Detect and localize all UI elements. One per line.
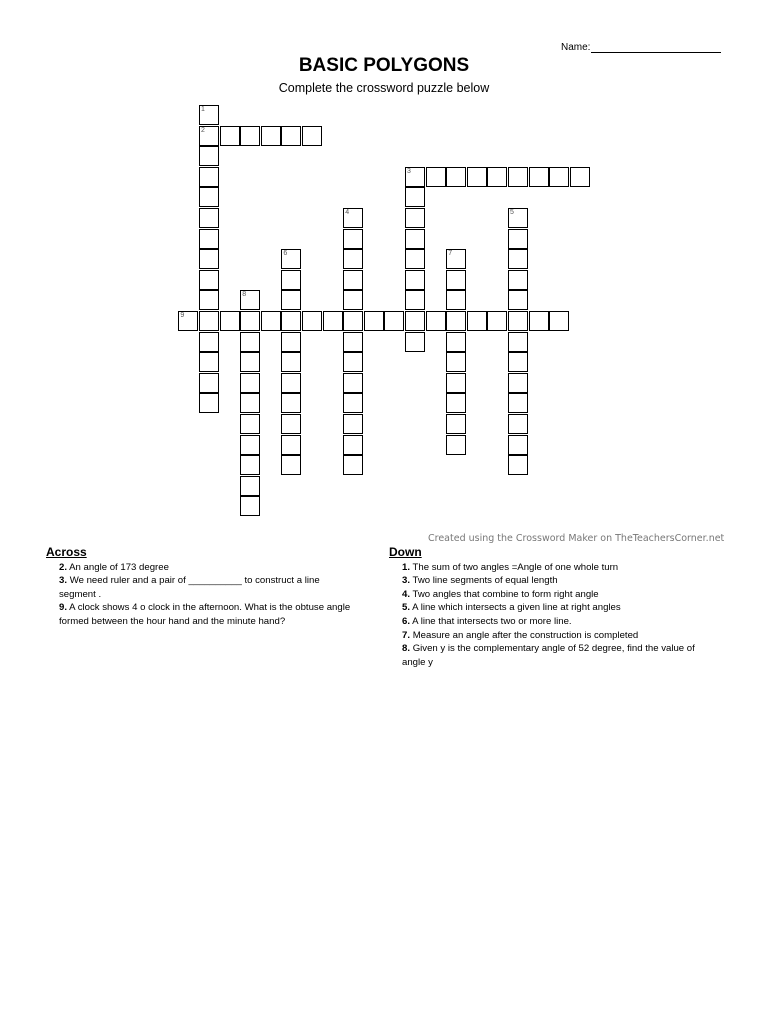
clue-down-1: 1. The sum of two angles =Angle of one whole turn bbox=[402, 561, 619, 573]
crossword-cell[interactable] bbox=[343, 290, 363, 310]
crossword-cell[interactable] bbox=[323, 311, 343, 331]
crossword-cell[interactable] bbox=[343, 208, 363, 228]
down-clues bbox=[389, 546, 719, 669]
crossword-cell[interactable] bbox=[240, 352, 260, 372]
crossword-cell[interactable] bbox=[343, 249, 363, 269]
crossword-cell[interactable] bbox=[343, 435, 363, 455]
crossword-cell[interactable] bbox=[384, 311, 404, 331]
crossword-cell[interactable] bbox=[508, 373, 528, 393]
crossword-cell[interactable] bbox=[199, 105, 219, 125]
crossword-cell[interactable] bbox=[529, 167, 549, 187]
crossword-cell[interactable] bbox=[281, 373, 301, 393]
crossword-cell[interactable] bbox=[446, 414, 466, 434]
clue-down-5: 5. A line which intersects a given line at right angles bbox=[402, 602, 621, 614]
crossword-cell[interactable] bbox=[446, 435, 466, 455]
crossword-cell[interactable] bbox=[508, 290, 528, 310]
crossword-cell[interactable] bbox=[281, 126, 301, 146]
crossword-cell[interactable] bbox=[199, 290, 219, 310]
down-heading: Down bbox=[389, 545, 422, 559]
crossword-cell[interactable] bbox=[240, 476, 260, 496]
crossword-cell[interactable] bbox=[281, 290, 301, 310]
crossword-cell[interactable] bbox=[508, 229, 528, 249]
crossword-cell[interactable] bbox=[343, 270, 363, 290]
name-label: Name: bbox=[561, 42, 591, 53]
crossword-cell[interactable] bbox=[487, 167, 507, 187]
crossword-cell[interactable] bbox=[508, 455, 528, 475]
crossword-cell[interactable] bbox=[508, 435, 528, 455]
crossword-cell[interactable] bbox=[240, 393, 260, 413]
crossword-cell[interactable] bbox=[446, 393, 466, 413]
crossword-cell[interactable] bbox=[405, 167, 425, 187]
crossword-cell[interactable] bbox=[240, 435, 260, 455]
crossword-cell[interactable] bbox=[343, 414, 363, 434]
crossword-cell[interactable] bbox=[199, 187, 219, 207]
crossword-cell[interactable] bbox=[281, 311, 301, 331]
crossword-cell[interactable] bbox=[446, 332, 466, 352]
crossword-cell[interactable] bbox=[405, 229, 425, 249]
crossword-cell[interactable] bbox=[446, 270, 466, 290]
crossword-cell[interactable] bbox=[302, 311, 322, 331]
crossword-cell[interactable] bbox=[467, 167, 487, 187]
clue-down-8: 8. Given y is the complementary angle of 52 degree, find the value of angle y bbox=[402, 643, 695, 668]
clue-across-9: 9. A clock shows 4 o clock in the afternoon. What is the obtuse angle formed between the hour hand and the minute hand? bbox=[59, 602, 351, 627]
crossword-cell[interactable] bbox=[549, 167, 569, 187]
clue-number: 9 bbox=[180, 312, 185, 319]
crossword-cell[interactable] bbox=[446, 373, 466, 393]
crossword-cell[interactable] bbox=[343, 373, 363, 393]
crossword-cell[interactable] bbox=[199, 229, 219, 249]
crossword-cell[interactable] bbox=[343, 455, 363, 475]
crossword-cell[interactable] bbox=[240, 455, 260, 475]
crossword-cell[interactable] bbox=[487, 311, 507, 331]
crossword-cell[interactable] bbox=[199, 146, 219, 166]
crossword-cell[interactable] bbox=[261, 126, 281, 146]
crossword-cell[interactable] bbox=[220, 311, 240, 331]
crossword-cell[interactable] bbox=[281, 352, 301, 372]
crossword-cell[interactable] bbox=[508, 311, 528, 331]
clue-down-3: 3. Two line segments of equal length bbox=[402, 575, 558, 587]
crossword-cell[interactable] bbox=[405, 290, 425, 310]
crossword-cell[interactable] bbox=[508, 332, 528, 352]
crossword-cell[interactable] bbox=[426, 167, 446, 187]
crossword-cell[interactable] bbox=[240, 311, 260, 331]
crossword-cell[interactable] bbox=[426, 311, 446, 331]
clue-number: 8 bbox=[242, 291, 247, 299]
crossword-cell[interactable] bbox=[199, 373, 219, 393]
crossword-cell[interactable] bbox=[446, 167, 466, 187]
crossword-cell[interactable] bbox=[508, 393, 528, 413]
clue-across-3: 3. We need ruler and a pair of __________ to construct a line segment . bbox=[59, 575, 320, 600]
crossword-cell[interactable] bbox=[281, 332, 301, 352]
crossword-cell[interactable] bbox=[467, 311, 487, 331]
crossword-cell[interactable] bbox=[281, 393, 301, 413]
clue-number: 7 bbox=[448, 250, 453, 258]
crossword-cell[interactable] bbox=[405, 208, 425, 228]
crossword-cell[interactable] bbox=[281, 270, 301, 290]
crossword-cell[interactable] bbox=[508, 167, 528, 187]
crossword-cell[interactable] bbox=[199, 126, 219, 146]
crossword-cell[interactable] bbox=[405, 311, 425, 331]
crossword-cell[interactable] bbox=[240, 496, 260, 516]
clue-down-6: 6. A line that intersects two or more line. bbox=[402, 615, 572, 627]
crossword-cell[interactable] bbox=[446, 311, 466, 331]
clue-down-4: 4. Two angles that combine to form right angle bbox=[402, 588, 599, 600]
clue-number: 6 bbox=[283, 250, 288, 258]
across-heading: Across bbox=[46, 545, 87, 559]
crossword-cell[interactable] bbox=[281, 414, 301, 434]
crossword-cell[interactable] bbox=[405, 270, 425, 290]
crossword-cell[interactable] bbox=[508, 208, 528, 228]
crossword-cell[interactable] bbox=[199, 393, 219, 413]
crossword-cell[interactable] bbox=[178, 311, 198, 331]
crossword-cell[interactable] bbox=[240, 126, 260, 146]
crossword-cell[interactable] bbox=[549, 311, 569, 331]
clue-number: 2 bbox=[201, 126, 205, 134]
page-subtitle: Complete the crossword puzzle below bbox=[278, 81, 490, 95]
crossword-cell[interactable] bbox=[508, 414, 528, 434]
credit-text: Created using the Crossword Maker on TheTeachersCorner.net bbox=[428, 533, 725, 544]
crossword-cell[interactable] bbox=[199, 208, 219, 228]
crossword-cell[interactable] bbox=[343, 311, 363, 331]
crossword-cell[interactable] bbox=[343, 332, 363, 352]
clue-number: 3 bbox=[407, 167, 411, 175]
crossword-cell[interactable] bbox=[343, 229, 363, 249]
crossword-cell[interactable] bbox=[199, 167, 219, 187]
crossword-cell[interactable] bbox=[240, 290, 260, 310]
crossword-cell[interactable] bbox=[529, 311, 549, 331]
crossword-cell[interactable] bbox=[281, 249, 301, 269]
crossword-cell[interactable] bbox=[240, 332, 260, 352]
clue-number: 5 bbox=[510, 209, 514, 216]
across-clues bbox=[46, 546, 356, 629]
crossword-cell[interactable] bbox=[281, 435, 301, 455]
crossword-cell[interactable] bbox=[343, 352, 363, 372]
crossword-cell[interactable] bbox=[405, 332, 425, 352]
clue-number: 4 bbox=[345, 209, 350, 216]
crossword-cell[interactable] bbox=[446, 290, 466, 310]
crossword-cell[interactable] bbox=[199, 249, 219, 269]
clue-number: 1 bbox=[201, 106, 205, 113]
crossword-cell[interactable] bbox=[199, 270, 219, 290]
clue-across-2: 2. An angle of 173 degree bbox=[59, 561, 169, 573]
crossword-cell[interactable] bbox=[240, 414, 260, 434]
crossword-cell[interactable] bbox=[364, 311, 384, 331]
crossword-cell[interactable] bbox=[405, 187, 425, 207]
crossword-cell[interactable] bbox=[261, 311, 281, 331]
crossword-cell[interactable] bbox=[220, 126, 240, 146]
crossword-cell[interactable] bbox=[446, 352, 466, 372]
crossword-cell[interactable] bbox=[199, 352, 219, 372]
crossword-cell[interactable] bbox=[199, 332, 219, 352]
crossword-cell[interactable] bbox=[446, 249, 466, 269]
crossword-cell[interactable] bbox=[508, 352, 528, 372]
clue-down-7: 7. Measure an angle after the construction is completed bbox=[402, 629, 639, 641]
crossword-cell[interactable] bbox=[199, 311, 219, 331]
page-title: BASIC POLYGONS bbox=[298, 55, 470, 76]
crossword-cell[interactable] bbox=[508, 249, 528, 269]
crossword-cell[interactable] bbox=[570, 167, 590, 187]
crossword-cell[interactable] bbox=[343, 393, 363, 413]
crossword-cell[interactable] bbox=[405, 249, 425, 269]
crossword-cell[interactable] bbox=[240, 373, 260, 393]
crossword-cell[interactable] bbox=[302, 126, 322, 146]
crossword-cell[interactable] bbox=[508, 270, 528, 290]
crossword-cell[interactable] bbox=[281, 455, 301, 475]
